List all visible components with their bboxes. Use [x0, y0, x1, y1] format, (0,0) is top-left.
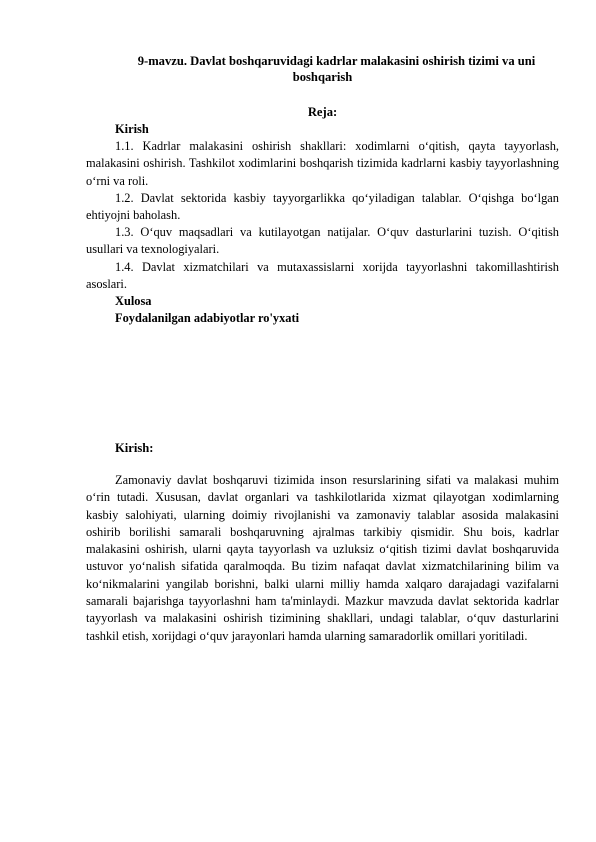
plan-outline: [86, 121, 559, 327]
intro-paragraph: Zamonaviy davlat boshqaruvi tizimida inson resurslarining sifati va malakasi muhim o‘rin tutadi. Xususan, davlat organlari va tashkilotlarida xizmat qilayotgan xodimlarning kasbiy salohiyati, ularning doimiy rivojlanishi va zamonaviy talablar asosida malakasini oshirib borilishi samarali boshqaruvning ajralmas tarkibiy qismidir. Shu bois, kadrlar malakasini oshirish, ularni qayta tayyorlash va uzluksiz o‘qitish tizimi davlat boshqaruvida ustuvor yo‘nalish sifatida qaralmoqda. Bu tizim nafaqat davlat xizmatchilarining bilim va ko‘nikmalarini yangilab borishni, balki ularni milliy hamda xalqaro darajadagi vazifalarni samarali bajarishga tayyorlashni ham ta'minlaydi. Mazkur mavzuda davlat sektorida kadrlar tayyorlash va malakasini oshirish tizimining shakllari, undagi talablar, o‘quv dasturlarini tashkil etish, xorijdagi o‘quv jarayonlari hamda ularning samaradorlik omillari yoritiladi.: [86, 473, 559, 643]
outline-item-conclusion: Xulosa: [115, 294, 152, 309]
outline-item-references: Foydalanilgan adabiyotlar ro'yxati: [115, 311, 300, 326]
outline-item-1-3: 1.3. O‘quv maqsadlari va kutilayotgan natijalar. O‘quv dasturlarini tuzish. O‘qitish usullari va texnologiyalari.: [86, 225, 559, 257]
intro-heading: Kirish:: [115, 441, 154, 455]
outline-item-1-4: 1.4. Davlat xizmatchilari va mutaxassislarni xorijda tayyorlashni takomillashtirish asoslari.: [86, 259, 559, 291]
document-title: 9-mavzu. Davlat boshqaruvidagi kadrlar malakasini oshirish tizimi va uni boshqarish: [137, 54, 536, 84]
outline-item-intro: Kirish: [115, 122, 149, 136]
plan-heading: Reja:: [307, 105, 338, 119]
outline-item-1-2: 1.2. Davlat sektorida kasbiy tayyorgarlikka qo‘yiladigan talablar. O‘qishga bo‘lgan ehtiyojni baholash.: [86, 190, 559, 223]
outline-item-1-1: 1.1. Kadrlar malakasini oshirish shakllari: xodimlarni o‘qitish, qayta tayyorlash, malakasini oshirish. Tashkilot xodimlarini boshqarish tizimida kadrlarni kasbiy tayyorlashning o‘rni va roli.: [86, 139, 559, 188]
